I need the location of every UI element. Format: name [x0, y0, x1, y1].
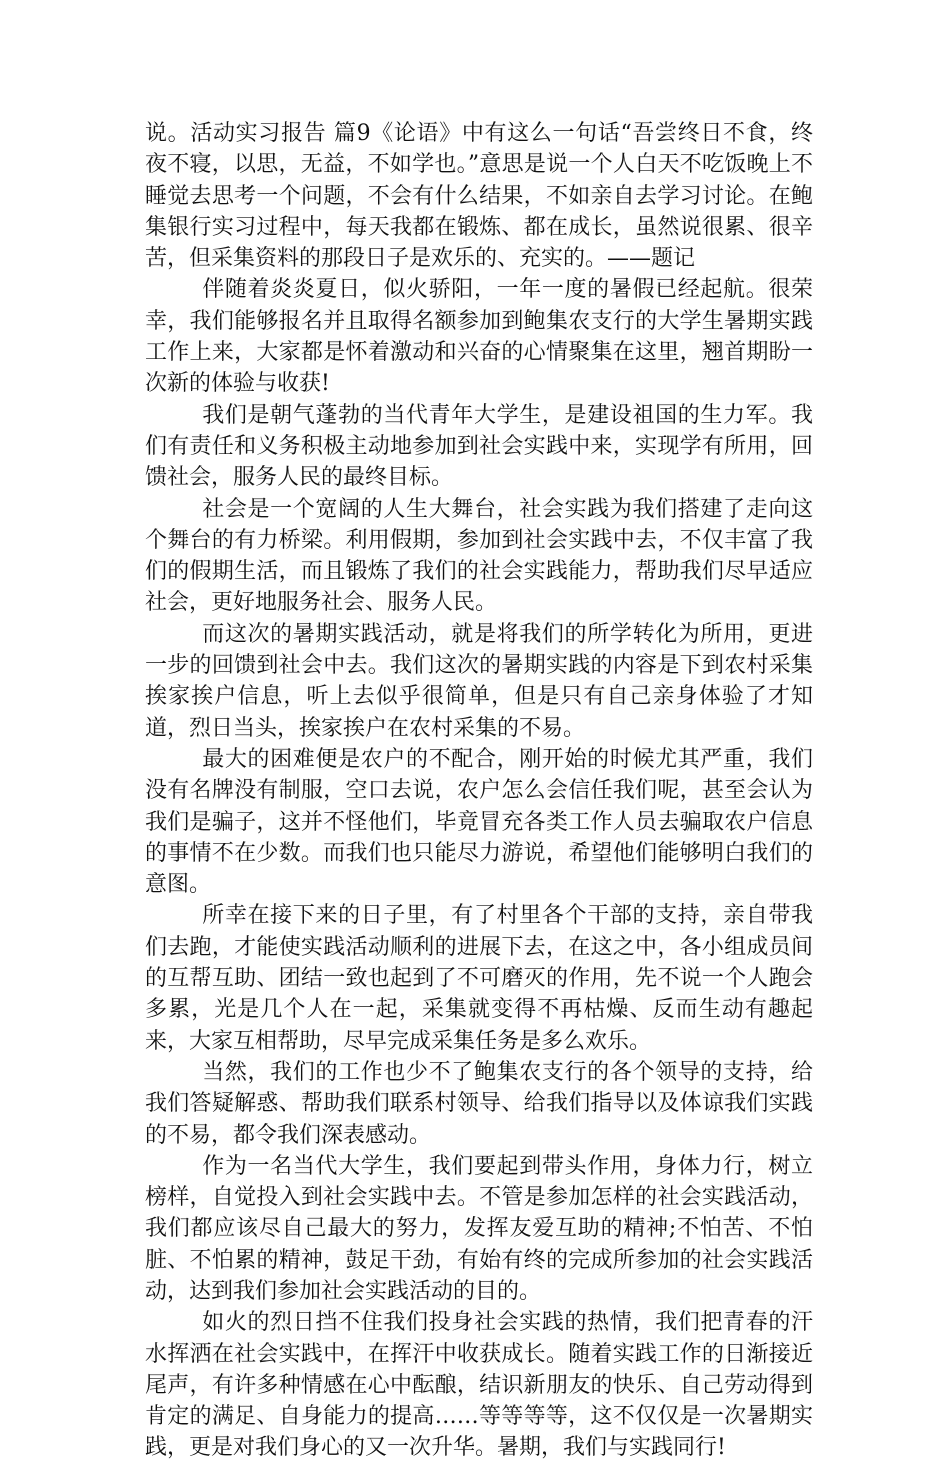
paragraph: 而这次的暑期实践活动，就是将我们的所学转化为所用，更进一步的回馈到社会中去。我们这次的暑期实践的内容是下到农村采集挨家挨户信息，听上去似乎很简单，但是只有自己亲身体验了才知道，烈日当头，挨家挨户在农村采集的不易。 [145, 621, 813, 741]
paragraph: 当然，我们的工作也少不了鲍集农支行的各个领导的支持，给我们答疑解惑、帮助我们联系村领导、给我们指导以及体谅我们实践的不易，都令我们深表感动。 [145, 1059, 813, 1148]
paragraph: 作为一名当代大学生，我们要起到带头作用，身体力行，树立榜样，自觉投入到社会实践中去。不管是参加怎样的社会实践活动，我们都应该尽自己最大的努力，发挥友爱互助的精神;不怕苦、不怕脏、不怕累的精神，鼓足干劲，有始有终的完成所参加的社会实践活动，达到我们参加社会实践活动的目的。 [145, 1153, 813, 1304]
paragraph: 最大的困难便是农户的不配合，刚开始的时候尤其严重，我们没有名牌没有制服，空口去说，农户怎么会信任我们呢，甚至会认为我们是骗子，这并不怪他们，毕竟冒充各类工作人员去骗取农户信息的事情不在少数。而我们也只能尽力游说，希望他们能够明白我们的意图。 [145, 746, 813, 898]
paragraph: 所幸在接下来的日子里，有了村里各个干部的支持，亲自带我们去跑，才能使实践活动顺利的进展下去，在这之中，各小组成员间的互帮互助、团结一致也起到了不可磨灭的作用，先不说一个人跑会多累，光是几个人在一起，采集就变得不再枯燥、反而生动有趣起来，大家互相帮助，尽早完成采集任务是多么欢乐。 [145, 903, 813, 1054]
paragraph: 社会是一个宽阔的人生大舞台，社会实践为我们搭建了走向这个舞台的有力桥梁。利用假期，参加到社会实践中去，不仅丰富了我们的假期生活，而且锻炼了我们的社会实践能力，帮助我们尽早适应社会，更好地服务社会、服务人民。 [145, 496, 813, 616]
paragraph: 伴随着炎炎夏日，似火骄阳，一年一度的暑假已经起航。很荣幸，我们能够报名并且取得名额参加到鲍集农支行的大学生暑期实践工作上来，大家都是怀着激动和兴奋的心情聚集在这里，翘首期盼一次新的体验与收获! [145, 277, 813, 397]
document-page [145, 118, 813, 1464]
paragraph-intro: 说。活动实习报告 篇9《论语》中有这么一句话“吾尝终日不食，终夜不寝，以思，无益，不如学也。”意思是说一个人白天不吃饭晚上不睡觉去思考一个问题，不会有什么结果，不如亲自去学习讨论。在鲍集银行实习过程中，每天我都在锻炼、都在成长，虽然说很累、很辛苦，但采集资料的那段日子是欢乐的、充实的。——题记 [145, 121, 813, 272]
paragraph: 我们是朝气蓬勃的当代青年大学生，是建设祖国的生力军。我们有责任和义务积极主动地参加到社会实践中来，实现学有所用，回馈社会，服务人民的最终目标。 [145, 402, 813, 491]
paragraph-closing: 如火的烈日挡不住我们投身社会实践的热情，我们把青春的汗水挥洒在社会实践中，在挥汗中收获成长。随着实践工作的日渐接近尾声，有许多种情感在心中酝酿，结识新朋友的快乐、自己劳动得到肯定的满足、自身能力的提高……等等等等，这不仅仅是一次暑期实践，更是对我们身心的又一次升华。暑期，我们与实践同行! [145, 1310, 813, 1461]
